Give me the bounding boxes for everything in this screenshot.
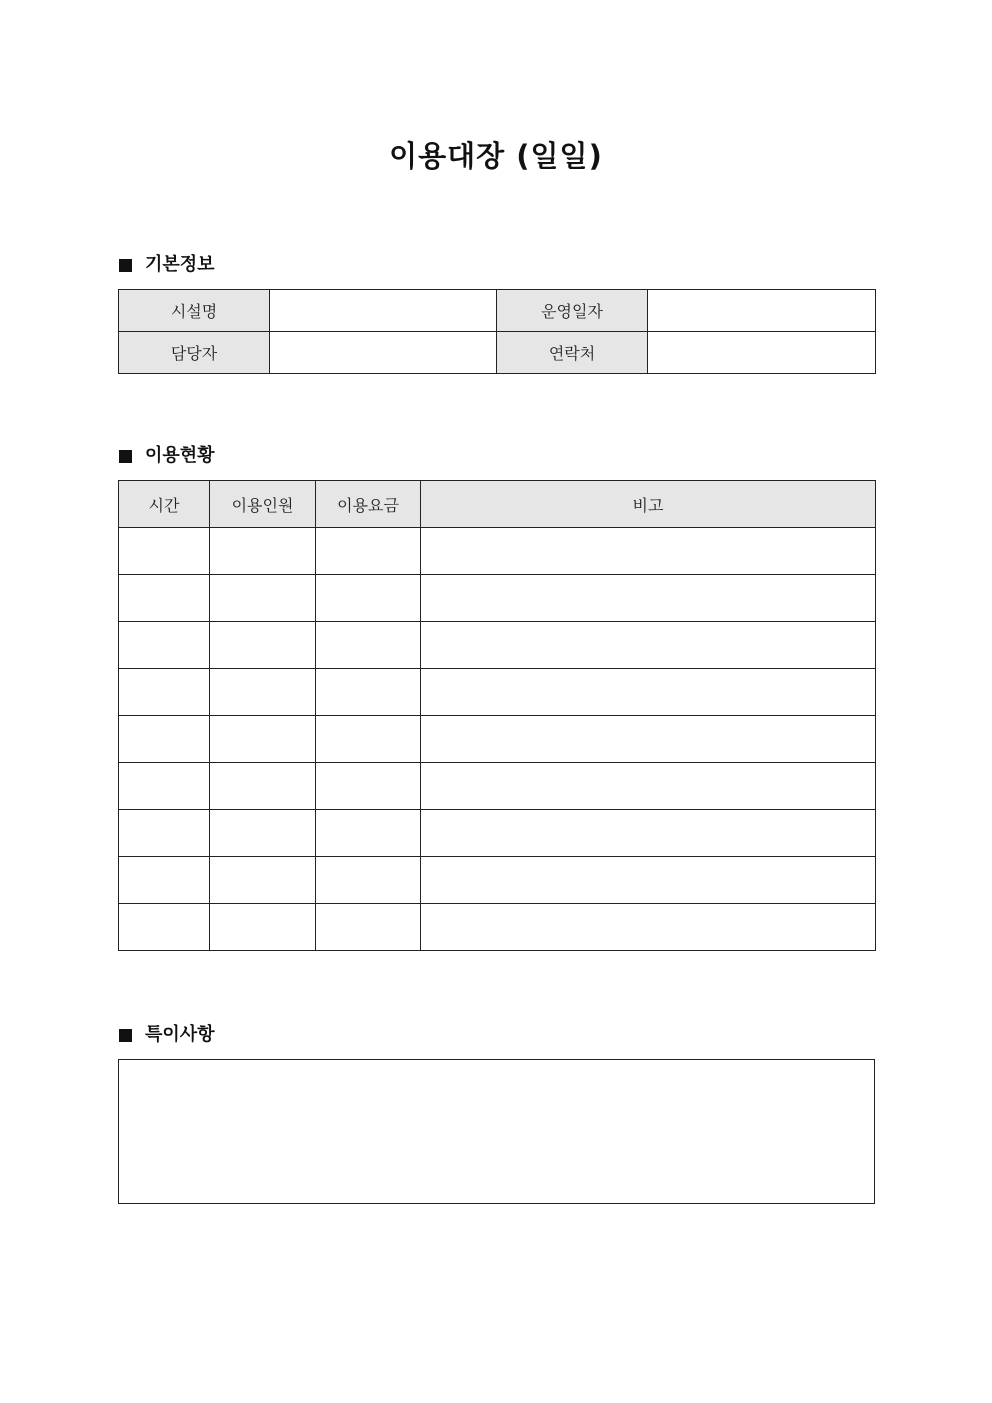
square-bullet-icon: [119, 450, 132, 463]
table-row: [119, 904, 876, 951]
contact-field[interactable]: [648, 332, 876, 374]
operation-date-label: 운영일자: [497, 290, 648, 332]
usage-heading-label: 이용현황: [145, 445, 215, 466]
remarks-cell[interactable]: [421, 716, 876, 763]
remarks-cell[interactable]: [421, 622, 876, 669]
table-row: [119, 528, 876, 575]
facility-name-field[interactable]: [270, 290, 497, 332]
time-cell[interactable]: [119, 857, 210, 904]
square-bullet-icon: [119, 1029, 132, 1042]
table-row: [119, 716, 876, 763]
time-cell[interactable]: [119, 763, 210, 810]
visitors-cell[interactable]: [210, 575, 316, 622]
visitors-cell[interactable]: [210, 857, 316, 904]
usage-heading: [119, 444, 215, 468]
visitors-cell[interactable]: [210, 528, 316, 575]
fee-cell[interactable]: [316, 763, 421, 810]
fee-cell[interactable]: [316, 904, 421, 951]
col-header-visitors: 이용인원: [210, 481, 316, 528]
square-bullet-icon: [119, 259, 132, 272]
table-row: [119, 810, 876, 857]
facility-name-label: 시설명: [119, 290, 270, 332]
fee-cell[interactable]: [316, 528, 421, 575]
basic-info-heading-label: 기본정보: [145, 254, 215, 275]
col-header-remarks: 비고: [421, 481, 876, 528]
time-cell[interactable]: [119, 904, 210, 951]
basic-info-heading: [119, 253, 215, 277]
fee-cell[interactable]: [316, 622, 421, 669]
col-header-fee: 이용요금: [316, 481, 421, 528]
basic-info-table: [118, 289, 876, 374]
notes-heading: [119, 1023, 215, 1047]
visitors-cell[interactable]: [210, 716, 316, 763]
time-cell[interactable]: [119, 716, 210, 763]
contact-label: 연락처: [497, 332, 648, 374]
basic-info-row: [119, 332, 876, 374]
table-row: [119, 622, 876, 669]
usage-header-row: [119, 481, 876, 528]
visitors-cell[interactable]: [210, 622, 316, 669]
table-row: [119, 669, 876, 716]
fee-cell[interactable]: [316, 716, 421, 763]
time-cell[interactable]: [119, 810, 210, 857]
remarks-cell[interactable]: [421, 528, 876, 575]
table-row: [119, 763, 876, 810]
remarks-cell[interactable]: [421, 763, 876, 810]
visitors-cell[interactable]: [210, 763, 316, 810]
table-row: [119, 575, 876, 622]
basic-info-row: [119, 290, 876, 332]
operation-date-field[interactable]: [648, 290, 876, 332]
fee-cell[interactable]: [316, 669, 421, 716]
time-cell[interactable]: [119, 575, 210, 622]
time-cell[interactable]: [119, 528, 210, 575]
fee-cell[interactable]: [316, 575, 421, 622]
notes-field[interactable]: [118, 1059, 875, 1204]
remarks-cell[interactable]: [421, 810, 876, 857]
col-header-time: 시간: [119, 481, 210, 528]
remarks-cell[interactable]: [421, 669, 876, 716]
visitors-cell[interactable]: [210, 810, 316, 857]
remarks-cell[interactable]: [421, 575, 876, 622]
visitors-cell[interactable]: [210, 669, 316, 716]
manager-label: 담당자: [119, 332, 270, 374]
usage-table: [118, 480, 876, 951]
table-row: [119, 857, 876, 904]
page-title: 이용대장 (일일): [389, 139, 603, 173]
fee-cell[interactable]: [316, 857, 421, 904]
manager-field[interactable]: [270, 332, 497, 374]
time-cell[interactable]: [119, 669, 210, 716]
notes-heading-label: 특이사항: [145, 1024, 215, 1045]
remarks-cell[interactable]: [421, 857, 876, 904]
visitors-cell[interactable]: [210, 904, 316, 951]
remarks-cell[interactable]: [421, 904, 876, 951]
fee-cell[interactable]: [316, 810, 421, 857]
time-cell[interactable]: [119, 622, 210, 669]
